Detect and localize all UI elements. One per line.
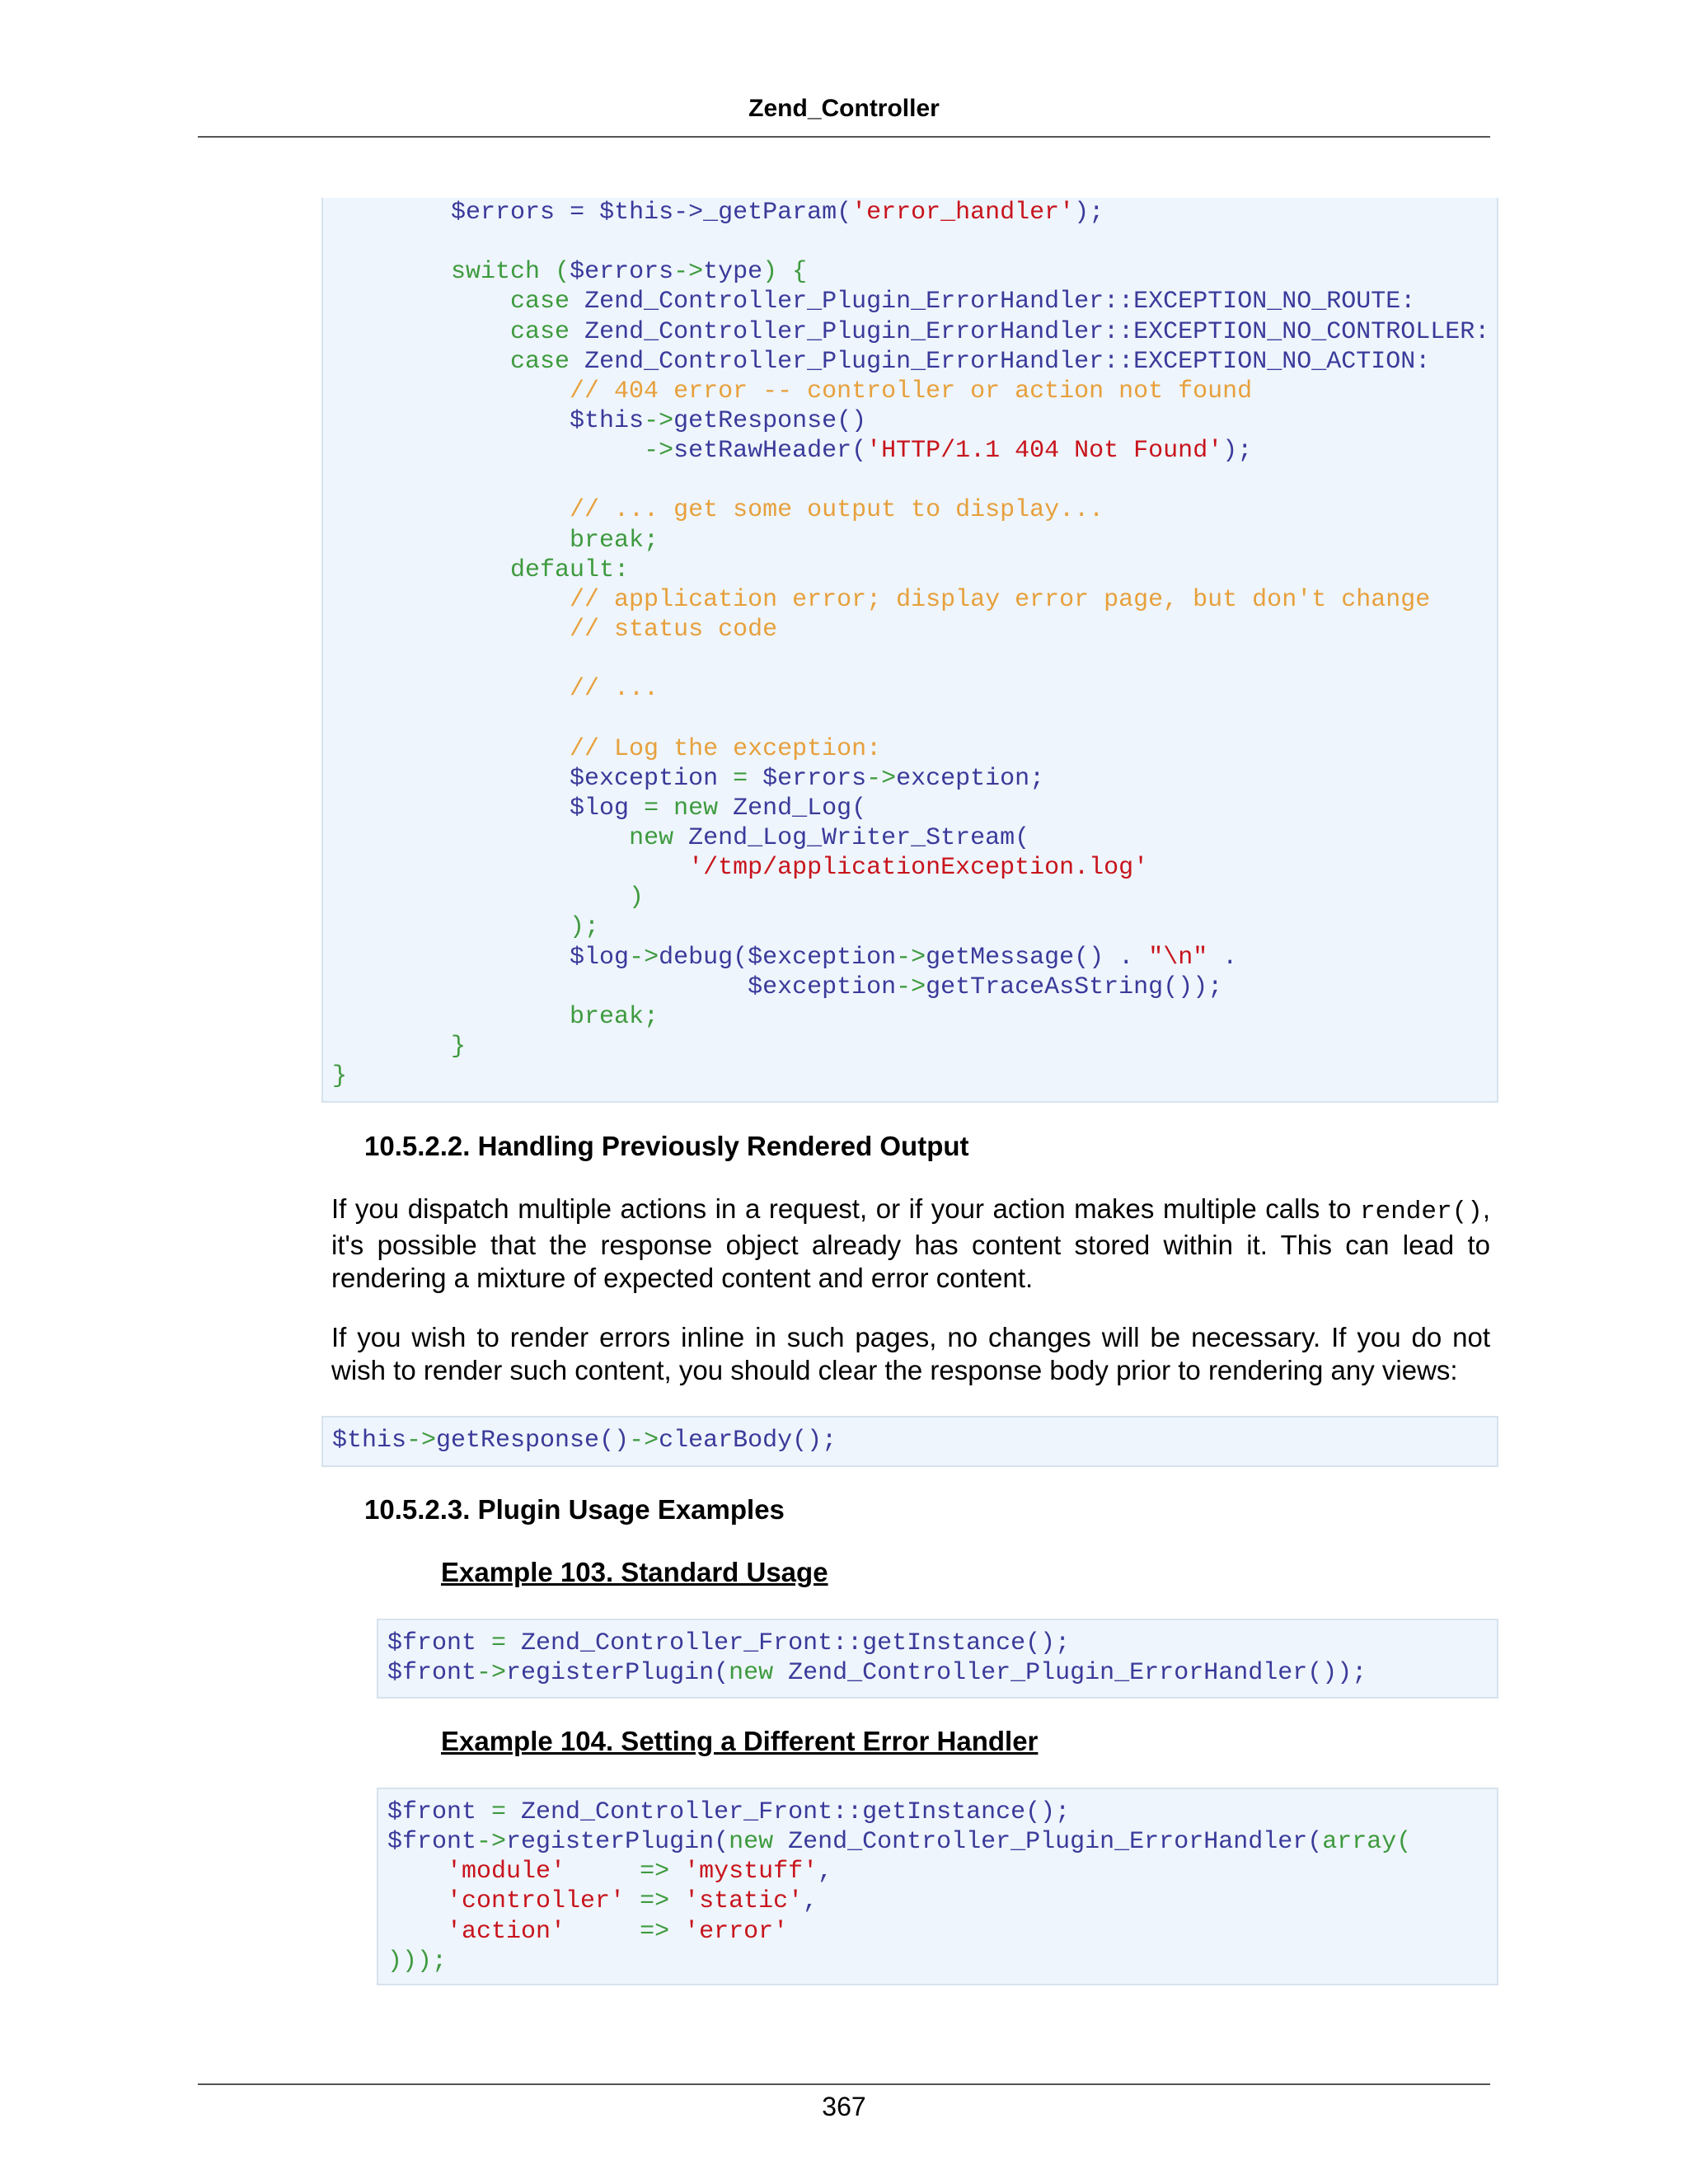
code-token: 'error'	[684, 1917, 789, 1946]
code-block-standard-usage	[377, 1619, 1498, 1699]
code-token: $front	[387, 1828, 477, 1857]
code-line	[332, 943, 1497, 972]
running-header: Zend_Controller	[748, 95, 940, 122]
code-line	[332, 436, 1497, 466]
code-token: array(	[1322, 1828, 1412, 1857]
code-token: ->	[476, 1828, 507, 1857]
code-token: default:	[510, 555, 630, 584]
code-token: 'error_handler'	[851, 199, 1075, 227]
code-line	[332, 198, 1497, 227]
code-line	[332, 1426, 1497, 1455]
code-token: setRawHeader(	[673, 437, 867, 466]
code-token	[625, 1887, 640, 1915]
code-token: // Log the exception:	[332, 734, 882, 763]
code-token: ,	[818, 1858, 833, 1886]
code-token: )	[332, 883, 645, 912]
code-line	[332, 526, 1497, 555]
paragraph-render-errors-inline: If you wish to render errors inline in such pages, no changes will be necessary. If you do not wish to render such content, you should clear the response body prior to rendering any views:	[331, 1322, 1490, 1385]
code-token	[332, 199, 451, 227]
code-line	[332, 555, 1497, 585]
code-token: new	[673, 794, 719, 823]
code-token: getResponse()	[673, 406, 867, 435]
code-token: case	[510, 317, 570, 346]
code-token: );	[332, 913, 600, 942]
code-token: =	[718, 764, 763, 793]
code-token: ->	[673, 258, 704, 287]
code-token	[387, 1918, 447, 1946]
code-token: =>	[640, 1917, 670, 1946]
code-token	[332, 318, 510, 346]
code-token: (	[540, 258, 570, 287]
code-token: 'static'	[684, 1887, 804, 1916]
code-token: type	[703, 258, 763, 287]
code-token: $exception	[748, 943, 897, 972]
code-token: .	[1207, 943, 1238, 972]
code-line	[332, 1062, 1497, 1091]
code-line	[332, 644, 1497, 674]
code-block-error-handler	[321, 198, 1498, 1103]
code-token: break;	[570, 526, 659, 555]
code-token: $exception	[748, 972, 897, 1001]
code-token	[332, 348, 510, 376]
code-token: // 404 error -- controller or action not found	[332, 377, 1253, 405]
code-token: // ...	[332, 675, 659, 704]
code-token: =	[555, 199, 600, 227]
code-line	[332, 585, 1497, 615]
code-token: =	[476, 1629, 522, 1657]
code-token: 'action'	[447, 1917, 566, 1946]
code-token: $this	[599, 199, 674, 227]
code-token: Zend_Log_Writer_Stream(	[673, 823, 1030, 852]
code-token: Zend_Controller_Plugin_ErrorHandler::EXCEPTION_NO_CONTROLLER:	[570, 317, 1490, 346]
example-103-title: Example 103. Standard Usage	[441, 1557, 828, 1587]
code-token: Zend_Controller_Plugin_ErrorHandler::EXCEPTION_NO_ACTION:	[570, 347, 1431, 376]
code-token: break;	[570, 1002, 659, 1031]
code-line	[332, 883, 1497, 912]
example-104-title: Example 104. Setting a Different Error Handler	[441, 1726, 1039, 1756]
code-line	[332, 287, 1497, 316]
code-line	[387, 1658, 1497, 1688]
code-token: }	[332, 1062, 348, 1091]
code-line	[332, 257, 1497, 287]
code-token	[332, 854, 688, 882]
code-token	[669, 1887, 684, 1915]
code-token: new	[629, 823, 674, 852]
code-line	[332, 347, 1497, 377]
code-token: case	[510, 347, 570, 376]
code-token: $log	[570, 943, 630, 972]
code-line	[332, 615, 1497, 644]
code-token: Zend_Controller_Plugin_ErrorHandler());	[773, 1659, 1367, 1688]
code-line	[332, 823, 1497, 853]
code-token: "\n"	[1148, 943, 1208, 972]
code-token: getTraceAsString());	[926, 972, 1223, 1001]
code-token: new	[729, 1659, 774, 1688]
code-token	[669, 1858, 684, 1886]
code-token: ) {	[762, 258, 808, 287]
code-line	[332, 794, 1497, 823]
code-token	[332, 556, 510, 584]
code-token: }	[332, 1032, 467, 1061]
code-token: $errors	[570, 258, 674, 287]
code-token: 'mystuff'	[684, 1858, 818, 1886]
code-token	[565, 1858, 640, 1886]
paragraph-text: , it's possible that the response object already has content stored within it. This can lead to rendering a mixture of expected content and error content.	[331, 1193, 1490, 1293]
render-inline-code: render()	[1360, 1197, 1483, 1226]
code-token: );	[1222, 437, 1253, 466]
code-token: ->	[629, 1427, 659, 1455]
code-token: case	[510, 288, 570, 316]
code-line	[387, 1947, 1497, 1976]
code-token: getResponse()	[436, 1427, 630, 1455]
code-token: =>	[640, 1858, 670, 1886]
code-token: // ... get some output to display...	[332, 496, 1104, 525]
code-token	[332, 973, 748, 1001]
code-token: $errors	[762, 764, 867, 793]
code-token: 'controller'	[447, 1887, 626, 1916]
code-token	[332, 527, 570, 555]
code-token: ->	[896, 972, 926, 1001]
code-token: $errors	[451, 199, 556, 227]
heading-plugin-usage-examples: 10.5.2.3. Plugin Usage Examples	[364, 1494, 785, 1525]
code-token: registerPlugin(	[506, 1828, 729, 1857]
code-token: ->	[896, 943, 926, 972]
code-token: Zend_Controller_Plugin_ErrorHandler::EXCEPTION_NO_ROUTE:	[570, 288, 1416, 316]
code-token: ->	[406, 1427, 437, 1455]
code-token: // application error; display error page, but don't change	[332, 585, 1431, 614]
code-token	[332, 437, 644, 465]
code-line	[332, 495, 1497, 525]
paragraph-text: If you dispatch multiple actions in a request, or if your action makes multiple calls to	[331, 1193, 1360, 1224]
heading-handling-previously-rendered-output: 10.5.2.2. Handling Previously Rendered Output	[364, 1131, 969, 1161]
code-token: getMessage() .	[926, 943, 1149, 972]
code-line	[387, 1827, 1497, 1857]
code-token: ->	[866, 764, 897, 793]
code-token	[332, 765, 570, 793]
code-token: ,	[803, 1887, 818, 1916]
code-line	[332, 227, 1497, 257]
code-token	[332, 794, 570, 823]
code-token	[332, 407, 570, 435]
code-token	[565, 1918, 640, 1946]
code-line	[332, 1002, 1497, 1032]
code-token: $log	[570, 794, 630, 823]
code-token: registerPlugin(	[506, 1659, 729, 1688]
code-token: $this	[570, 406, 645, 435]
code-token: exception;	[896, 764, 1045, 793]
code-line	[387, 1917, 1497, 1947]
code-line	[332, 1032, 1497, 1062]
code-line	[387, 1797, 1497, 1827]
code-token	[387, 1887, 447, 1915]
code-token: clearBody();	[659, 1427, 837, 1455]
code-token: =	[476, 1798, 522, 1826]
code-block-different-error-handler	[377, 1788, 1498, 1985]
code-line	[332, 406, 1497, 436]
code-line	[332, 734, 1497, 764]
code-token: =	[629, 794, 674, 823]
code-line	[387, 1857, 1497, 1886]
code-line	[387, 1629, 1497, 1658]
code-line	[332, 466, 1497, 495]
code-line	[332, 317, 1497, 347]
code-line	[332, 853, 1497, 883]
code-token: ->	[629, 943, 659, 972]
code-token: $front	[387, 1629, 477, 1657]
code-block-clear-body	[321, 1416, 1498, 1467]
code-token: ->	[644, 406, 674, 435]
code-token: 'module'	[447, 1858, 566, 1886]
code-line	[332, 972, 1497, 1002]
code-token: debug(	[659, 943, 748, 972]
paragraph-multiple-actions	[331, 1193, 1490, 1295]
code-token: new	[729, 1828, 774, 1857]
code-token	[332, 288, 510, 316]
code-line	[332, 912, 1497, 942]
code-token: Zend_Log(	[718, 794, 867, 823]
code-token	[332, 258, 451, 286]
code-token	[332, 824, 629, 852]
code-token: =>	[640, 1887, 670, 1916]
code-token: 'HTTP/1.1 404 Not Found'	[866, 437, 1223, 466]
code-token	[387, 1858, 447, 1886]
code-line	[332, 704, 1497, 733]
code-token: ->	[644, 437, 674, 466]
code-token: Zend_Controller_Front::getInstance();	[521, 1798, 1071, 1826]
code-token	[332, 944, 570, 972]
page-number: 367	[822, 2092, 866, 2121]
code-token: $exception	[570, 764, 719, 793]
code-token: $front	[387, 1798, 477, 1826]
code-token	[332, 1003, 570, 1031]
code-token	[669, 1918, 684, 1946]
footer-rule	[198, 2083, 1490, 2085]
code-line	[332, 674, 1497, 704]
code-token: '/tmp/applicationException.log'	[688, 854, 1149, 883]
code-token: $front	[387, 1659, 477, 1688]
code-line	[332, 764, 1497, 794]
code-token: // status code	[332, 615, 778, 644]
code-token: ->	[476, 1659, 507, 1688]
header-rule	[198, 136, 1490, 138]
code-token: ->_getParam(	[673, 199, 852, 227]
code-token: Zend_Controller_Plugin_ErrorHandler(	[773, 1828, 1323, 1857]
code-token: $this	[332, 1427, 407, 1455]
code-line	[387, 1886, 1497, 1916]
code-token: switch	[451, 258, 541, 287]
code-line	[332, 377, 1497, 406]
code-token: );	[1074, 199, 1104, 227]
code-token: Zend_Controller_Front::getInstance();	[521, 1629, 1071, 1657]
code-token: )));	[387, 1947, 448, 1975]
